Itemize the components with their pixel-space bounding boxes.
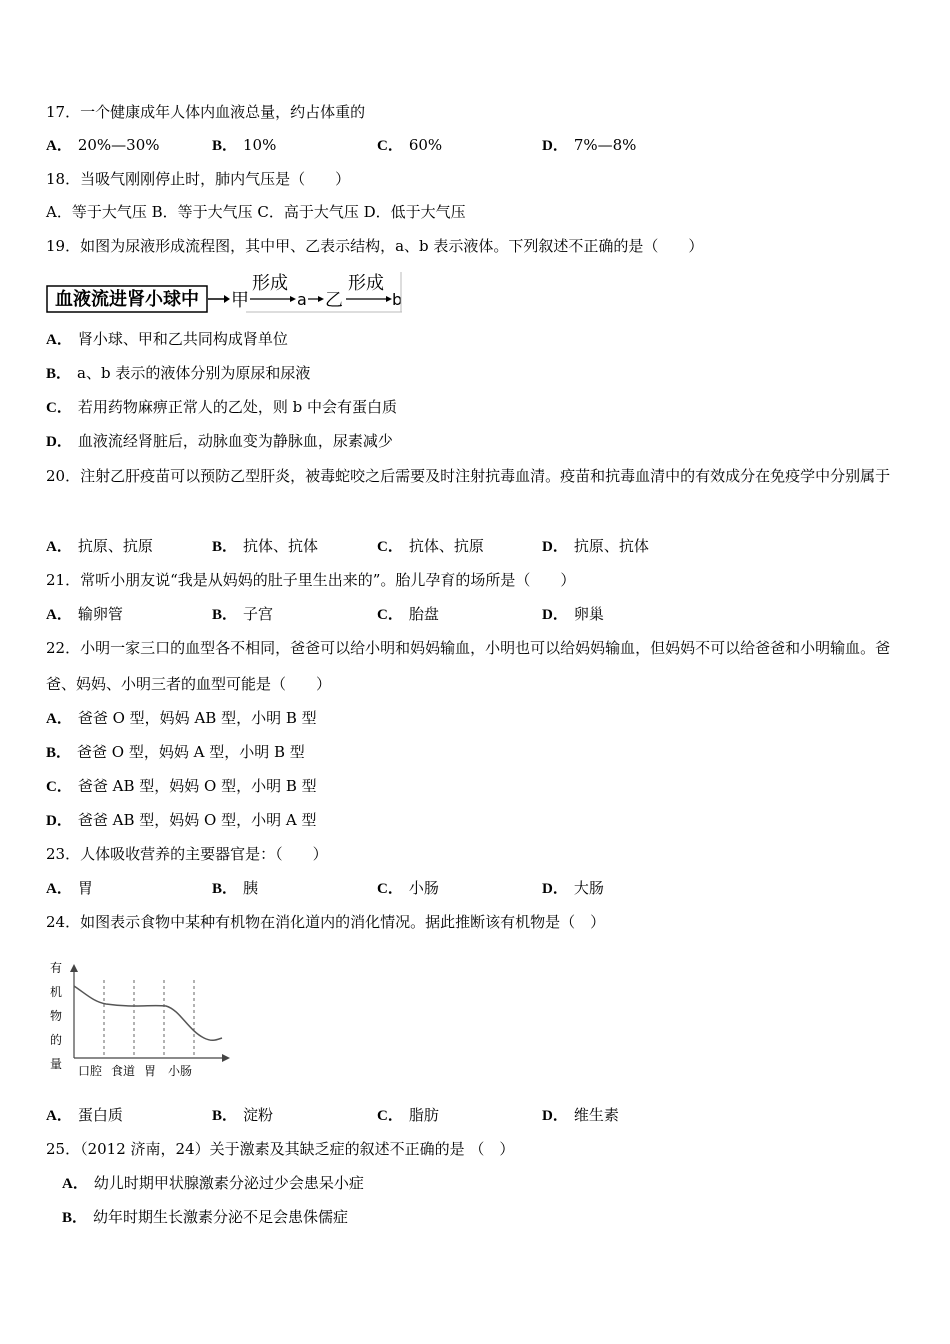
option-b[interactable]: B． 淀粉 — [212, 1106, 274, 1124]
option-c[interactable]: C． 小肠 — [377, 879, 439, 897]
option-d[interactable]: D． 大肠 — [542, 879, 604, 897]
option-c[interactable]: C． 爸爸 AB 型，妈妈 O 型，小明 B 型 — [46, 777, 317, 795]
xlabel: 小肠 — [167, 1064, 193, 1078]
xlabel: 口腔 — [77, 1064, 103, 1078]
digestion-curve — [74, 986, 222, 1040]
xlabel: 食道 — [110, 1064, 136, 1078]
option-c[interactable]: C． 60% — [377, 136, 443, 154]
option-b[interactable]: B． 胰 — [212, 879, 259, 897]
option-a[interactable]: A． 幼儿时期甲状腺激素分泌过少会患呆小症 — [62, 1174, 364, 1192]
option-c[interactable]: C． 胎盘 — [377, 605, 439, 623]
ylabel-char: 物 — [49, 1009, 63, 1023]
option-b[interactable]: B． 10% — [212, 136, 277, 154]
flow-box-text: 血液流进肾小球中 — [55, 289, 199, 310]
option-d[interactable]: D． 爸爸 AB 型，妈妈 O 型，小明 A 型 — [46, 811, 317, 829]
option-c[interactable]: C． 抗体、抗原 — [377, 537, 484, 555]
option-d[interactable]: D． 抗原、抗体 — [542, 537, 649, 555]
option-b[interactable]: B． 子宫 — [212, 605, 274, 623]
flow-a: a — [297, 290, 307, 309]
digestion-curve-chart — [44, 958, 234, 1084]
option-a[interactable]: A． 20%—30% — [46, 136, 160, 154]
option-c[interactable]: C． 脂肪 — [377, 1106, 439, 1124]
flow-jia: 甲 — [231, 290, 249, 311]
question-22-stem: 22．小明一家三口的血型各不相同，爸爸可以给小明和妈妈输血，小明也可以给妈妈输血，但妈妈不可以给爸爸和小明输血。爸爸、妈妈、小明三者的血型可能是（ ） — [46, 639, 891, 693]
question-18-options[interactable]: A．等于大气压 B．等于大气压 C．高于大气压 D．低于大气压 — [46, 203, 466, 221]
option-b[interactable]: B． a、b 表示的液体分别为原尿和尿液 — [46, 364, 311, 382]
question-24-stem: 24．如图表示食物中某种有机物在消化道内的消化情况。据此推断该有机物是（ ） — [46, 913, 606, 931]
question-23-stem: 23．人体吸收营养的主要器官是：（ ） — [46, 845, 328, 863]
ylabel-char: 量 — [49, 1057, 63, 1071]
question-21-stem: 21．常听小朋友说“我是从妈妈的肚子里生出来的”。胎儿孕育的场所是（ ） — [46, 571, 576, 589]
question-18-stem: 18．当吸气刚刚停止时，肺内气压是（ ） — [46, 170, 351, 188]
option-a[interactable]: A． 肾小球、甲和乙共同构成肾单位 — [46, 330, 288, 348]
flow-form-1: 形成 — [252, 273, 288, 294]
option-a[interactable]: A． 爸爸 O 型，妈妈 AB 型，小明 B 型 — [46, 709, 317, 727]
option-b[interactable]: B． 抗体、抗体 — [212, 537, 319, 555]
question-25-stem: 25．（2012 济南，24）关于激素及其缺乏症的叙述不正确的是 （ ） — [46, 1140, 515, 1158]
option-d[interactable]: D． 血液流经肾脏后，动脉血变为静脉血，尿素减少 — [46, 432, 393, 450]
ylabel-char: 有 — [49, 961, 63, 975]
option-a[interactable]: A． 输卵管 — [46, 605, 123, 623]
question-17-stem: 17．一个健康成年人体内血液总量，约占体重的 — [46, 103, 366, 121]
question-19-stem: 19．如图为尿液形成流程图，其中甲、乙表示结构，a、b 表示液体。下列叙述不正确的是（ ） — [46, 237, 704, 255]
flow-form-2: 形成 — [348, 273, 384, 294]
option-a[interactable]: A． 胃 — [46, 879, 93, 897]
option-b[interactable]: B． 幼年时期生长激素分泌不足会患侏儒症 — [62, 1208, 349, 1226]
ylabel-char: 机 — [49, 985, 63, 999]
option-c[interactable]: C． 若用药物麻痹正常人的乙处，则 b 中会有蛋白质 — [46, 398, 397, 416]
option-d[interactable]: D． 7%—8% — [542, 136, 637, 154]
flow-b: b — [392, 290, 402, 309]
option-a[interactable]: A． 抗原、抗原 — [46, 537, 153, 555]
question-20-stem: 20．注射乙肝疫苗可以预防乙型肝炎，被毒蛇咬之后需要及时注射抗毒血清。疫苗和抗毒血清中的有效成分在免疫学中分别属于 — [46, 467, 891, 485]
option-b[interactable]: B． 爸爸 O 型，妈妈 A 型，小明 B 型 — [46, 743, 305, 761]
option-a[interactable]: A． 蛋白质 — [46, 1106, 123, 1124]
xlabel: 胃 — [143, 1064, 157, 1078]
ylabel-char: 的 — [49, 1033, 63, 1047]
flow-yi: 乙 — [325, 290, 343, 311]
option-d[interactable]: D． 维生素 — [542, 1106, 619, 1124]
option-d[interactable]: D． 卵巢 — [542, 605, 604, 623]
urine-formation-flowchart — [46, 270, 402, 314]
